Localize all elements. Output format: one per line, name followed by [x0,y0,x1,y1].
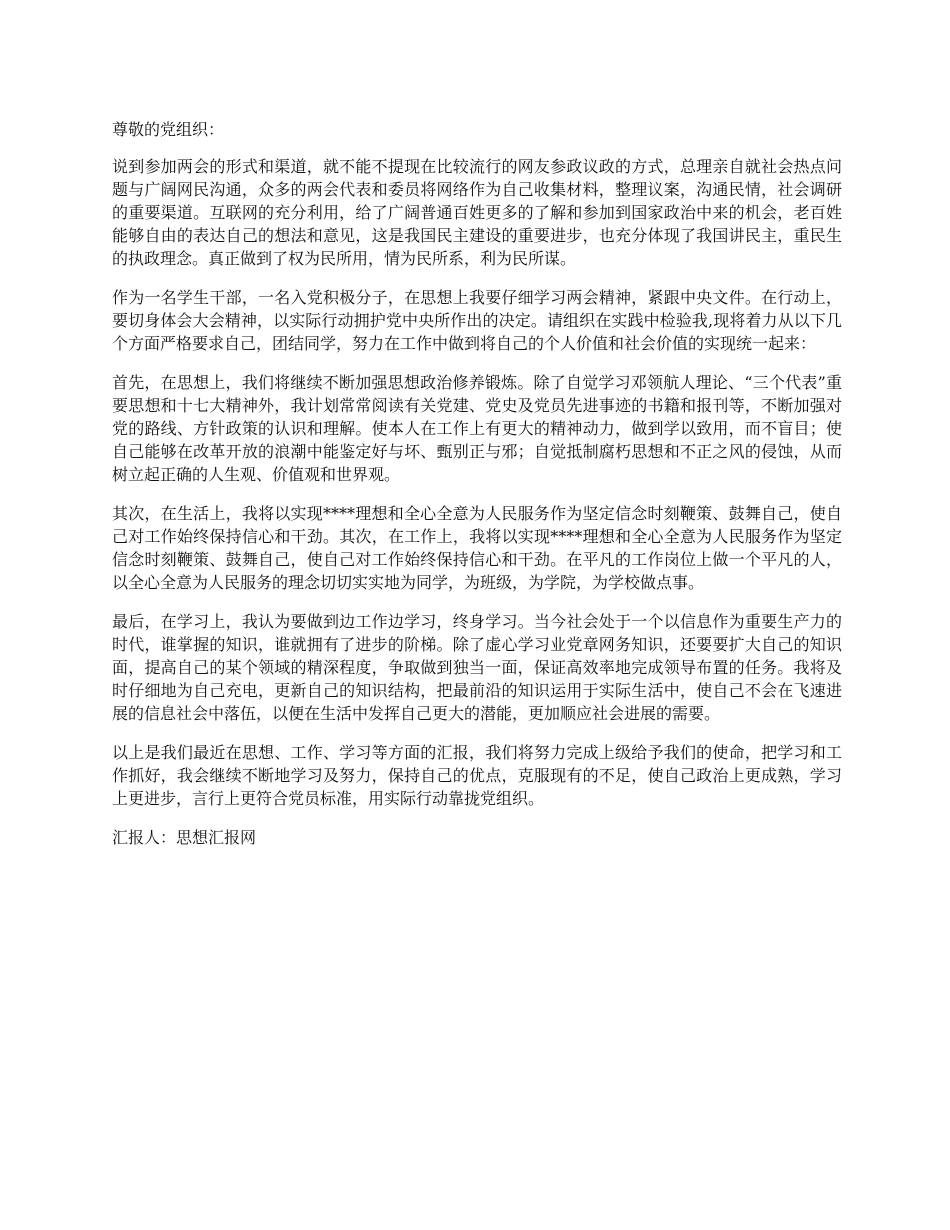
paragraph-conclusion: 以上是我们最近在思想、工作、学习等方面的汇报，我们将努力完成上级给予我们的使命，把学习和工作抓好，我会继续不断地学习及努力，保持自己的优点，克服现有的不足，使自己政治上更成熟，学习上更进步，言行上更符合党员标准，用实际行动靠拢党组织。 [112,743,842,808]
paragraph-role: 作为一名学生干部，一名入党积极分子，在思想上我要仔细学习两会精神，紧跟中央文件。在行动上，要切身体会大会精神，以实际行动拥护党中央所作出的决定。请组织在实践中检验我,现将着力从以下几个方面严格要求自己，团结同学，努力在工作中做到将自己的个人价值和社会价值的实现统一起来： [112,288,842,353]
paragraph-intro: 说到参加两会的形式和渠道，就不能不提现在比较流行的网友参政议政的方式，总理亲自就社会热点问题与广阔网民沟通，众多的两会代表和委员将网络作为自己收集材料，整理议案，沟通民情，社会调研的重要渠道。互联网的充分利用，给了广阔普通百姓更多的了解和参加到国家政治中来的机会，老百姓能够自由的表达自己的想法和意见，这是我国民主建设的重要进步，也充分体现了我国讲民主，重民生的执政理念。真正做到了权为民所用，情为民所系，利为民所谋。 [112,157,842,268]
paragraph-study: 最后，在学习上，我认为要做到边工作边学习，终身学习。当今社会处于一个以信息作为重要生产力的时代，谁掌握的知识，谁就拥有了进步的阶梯。除了虚心学习业党章网务知识，还要要扩大自己的知识面，提高自己的某个领域的精深程度，争取做到独当一面，保证高效率地完成领导布置的任务。我将及时仔细地为自己充电，更新自己的知识结构，把最前沿的知识运用于实际生活中，使自己不会在飞速进展的信息社会中落伍，以便在生活中发挥自己更大的潜能，更加顺应社会进展的需要。 [112,612,842,723]
paragraph-life-work: 其次，在生活上，我将以实现****理想和全心全意为人民服务作为坚定信念时刻鞭策、鼓舞自己，使自己对工作始终保持信心和干劲。其次，在工作上，我将以实现****理想和全心全意为人民服务作为坚定信念时刻鞭策、鼓舞自己，使自己对工作始终保持信心和干劲。在平凡的工作岗位上做一个平凡的人，以全心全意为人民服务的理念切切实实地为同学，为班级，为学院，为学校做点事。 [112,504,842,592]
paragraph-thought: 首先，在思想上，我们将继续不断加强思想政治修养锻炼。除了自觉学习邓领航人理论、“三个代表”重要思想和十七大精神外，我计划常常阅读有关党建、党史及党员先进事迹的书籍和报刊等，不断加强对党的路线、方针政策的认识和理解。使本人在工作上有更大的精神动力，做到学以致用，而不盲目；使自己能够在改革开放的浪潮中能鉴定好与坏、甄别正与邪；自觉抵制腐朽思想和不正之风的侵蚀，从而树立起正确的人生观、价值观和世界观。 [112,373,842,484]
greeting: 尊敬的党组织： [112,120,225,139]
document-page [112,118,842,865]
signature: 汇报人：思想汇报网 [112,828,257,847]
